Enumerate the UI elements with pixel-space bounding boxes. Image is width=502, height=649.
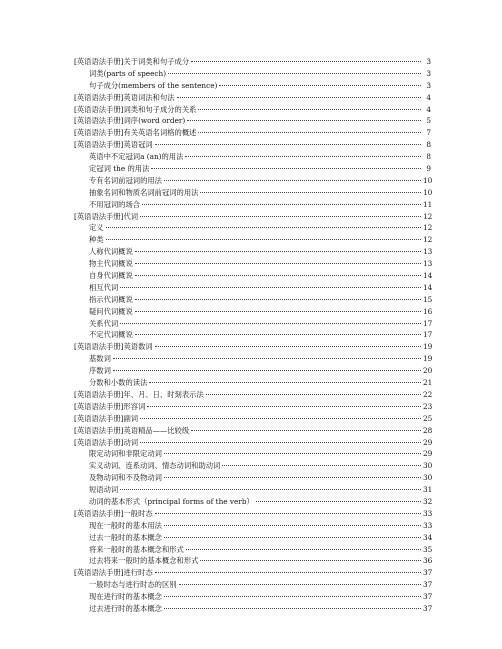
toc-page-number: 8: [426, 152, 431, 162]
toc-page-number: 3: [426, 57, 431, 66]
toc-entry-title: 分数和小数的读法: [89, 378, 148, 388]
toc-subentry[interactable]: [74, 306, 431, 318]
toc-entry-title: 相互代词: [89, 282, 119, 292]
toc-entry[interactable]: [74, 56, 431, 68]
dot-leader: [219, 85, 421, 86]
toc-entry-title: 基数词: [89, 354, 111, 364]
toc-page-number: 37: [423, 592, 433, 602]
toc-entry-title: 将来一般时的基本概念和形式: [89, 544, 184, 554]
toc-subentry[interactable]: [74, 448, 431, 460]
toc-page-number: 21: [423, 378, 433, 388]
toc-page-number: 13: [423, 247, 433, 257]
toc-subentry[interactable]: [74, 234, 431, 246]
toc-entry[interactable]: [74, 437, 431, 449]
toc-page-number: 19: [423, 342, 433, 352]
toc-page-number: 7: [426, 128, 431, 138]
toc-subentry[interactable]: [74, 472, 431, 484]
toc-entry-title: 不定代词概说: [89, 330, 133, 340]
toc-entry-title: 疑问代词概说: [89, 306, 133, 316]
toc-subentry[interactable]: [74, 318, 431, 330]
dot-leader: [164, 180, 421, 181]
toc-page-number: 14: [423, 271, 433, 281]
toc-subentry[interactable]: [74, 222, 431, 234]
toc-entry-title: 过去进行时的基本概念: [89, 603, 162, 613]
toc-entry-title: 限定动词和非限定动词: [89, 449, 162, 459]
dot-leader: [222, 465, 421, 466]
toc-entry[interactable]: [74, 341, 431, 353]
toc-page-number: 12: [423, 211, 433, 221]
toc-page-number: 32: [423, 496, 433, 506]
toc-entry-title: 及物动词和不及物动词: [89, 473, 162, 483]
toc-page-number: 29: [423, 449, 433, 459]
toc-entry-title: 一般时态与进行时态的区别: [89, 580, 177, 590]
toc-subentry[interactable]: [74, 579, 431, 591]
toc-subentry[interactable]: [74, 329, 431, 341]
toc-entry-title: 指示代词概说: [89, 294, 133, 304]
toc-subentry[interactable]: [74, 68, 431, 80]
toc-entry[interactable]: [74, 567, 431, 579]
dot-leader: [200, 560, 421, 561]
toc-page-number: 12: [423, 223, 433, 233]
toc-page-number: 12: [423, 235, 433, 245]
dot-leader: [120, 287, 421, 288]
toc-entry-title: 过去一般时的基本概念: [89, 532, 162, 542]
toc-entry-title: 过去将来一般时的基本概念和形式: [89, 556, 199, 566]
toc-subentry[interactable]: [74, 282, 431, 294]
dot-leader: [140, 216, 421, 217]
toc-entry-title: 不用冠词的场合: [89, 199, 141, 209]
toc-subentry[interactable]: [74, 246, 431, 258]
dot-leader: [185, 156, 421, 157]
toc-page-number: 3: [426, 80, 431, 90]
toc-entry-title: 定冠词 the 的用法: [89, 164, 150, 174]
toc-subentry[interactable]: [74, 460, 431, 472]
toc-entry-title: [英语语法手册]年、月、日、时刻表示法: [74, 389, 204, 399]
dot-leader: [149, 382, 421, 383]
toc-page-number: 17: [423, 318, 433, 328]
dot-leader: [120, 489, 421, 490]
toc-page-number: 23: [423, 401, 433, 411]
toc-entry-title: [英语语法手册]英语冠词: [74, 140, 153, 150]
toc-subentry[interactable]: [74, 199, 431, 211]
toc-entry-title: 现在一般时的基本用法: [89, 520, 162, 530]
dot-leader: [113, 358, 421, 359]
dot-leader: [135, 334, 421, 335]
toc-subentry[interactable]: [74, 151, 431, 163]
dot-leader: [142, 204, 421, 205]
dot-leader: [256, 501, 421, 502]
dot-leader: [147, 406, 421, 407]
dot-leader: [106, 227, 421, 228]
dot-leader: [120, 323, 421, 324]
dot-leader: [168, 73, 421, 74]
toc-page-number: 36: [423, 556, 433, 566]
toc-page-number: 34: [423, 532, 433, 542]
toc-entry[interactable]: [74, 508, 431, 520]
dot-leader: [186, 549, 421, 550]
toc-entry-title: [英语语法手册]关于词类和句子成分: [74, 57, 190, 66]
dot-leader: [140, 418, 421, 419]
dot-leader: [177, 97, 421, 98]
toc-entry-title: 英语中不定冠词a (an)的用法: [89, 152, 184, 162]
toc-page-number: 8: [426, 140, 431, 150]
toc-page-number: 33: [423, 508, 433, 518]
toc-subentry[interactable]: [74, 591, 431, 603]
toc-entry-title: [英语语法手册]英语数词: [74, 342, 153, 352]
toc-page-number: 4: [426, 104, 431, 114]
toc-subentry[interactable]: [74, 353, 431, 365]
toc-entry-title: 动词的基本形式（principal forms of the verb）: [89, 496, 254, 506]
toc-subentry[interactable]: [74, 187, 431, 199]
toc-entry-title: [英语语法手册]形容词: [74, 401, 146, 411]
toc-entry[interactable]: [74, 389, 431, 401]
toc-subentry[interactable]: [74, 163, 431, 175]
toc-entry-title: [英语语法手册]进行时态: [74, 568, 153, 578]
toc-entry-title: 句子成分(members of the sentence): [89, 80, 218, 90]
dot-leader: [106, 239, 421, 240]
toc-page-number: 15: [423, 294, 433, 304]
toc-subentry[interactable]: [74, 175, 431, 187]
toc-page-number: 30: [423, 461, 433, 471]
toc-entry-title: 词类(parts of speech): [89, 68, 167, 78]
toc-subentry[interactable]: [74, 603, 431, 615]
toc-entry-title: 现在进行时的基本概念: [89, 592, 162, 602]
toc-subentry[interactable]: [74, 555, 431, 567]
toc-subentry[interactable]: [74, 484, 431, 496]
toc-entry-title: 定义: [89, 223, 104, 233]
toc-page-number: 28: [423, 425, 433, 435]
toc-entry[interactable]: [74, 211, 431, 223]
dot-leader: [140, 442, 421, 443]
toc-page-number: 30: [423, 473, 433, 483]
toc-entry-title: 关系代词: [89, 318, 119, 328]
toc-entry[interactable]: [74, 413, 431, 425]
dot-leader: [198, 132, 421, 133]
dot-leader: [164, 453, 421, 454]
toc-subentry[interactable]: [74, 294, 431, 306]
toc-subentry[interactable]: [74, 258, 431, 270]
toc-entry-title: 短语动词: [89, 485, 119, 495]
toc-entry-title: [英语语法手册]有关英语名词格的概述: [74, 128, 197, 138]
toc-page-number: 19: [423, 354, 433, 364]
toc-page-number: 5: [426, 116, 431, 126]
toc-page-number: 35: [423, 544, 433, 554]
toc-entry[interactable]: [74, 127, 431, 139]
dot-leader: [155, 513, 421, 514]
toc-entry[interactable]: [74, 425, 431, 437]
toc-page-number: 10: [423, 187, 433, 197]
toc-page-number: 37: [423, 568, 433, 578]
toc-page-number: 3: [426, 68, 431, 78]
toc-subentry[interactable]: [74, 520, 431, 532]
dot-leader: [155, 572, 421, 573]
toc-entry-title: [英语语法手册]副词: [74, 413, 139, 423]
dot-leader: [164, 525, 421, 526]
toc-subentry[interactable]: [74, 544, 431, 556]
dot-leader: [191, 61, 421, 62]
toc-page-number: 17: [423, 330, 433, 340]
toc-page-number: 13: [423, 259, 433, 269]
toc-entry-title: 自身代词概说: [89, 271, 133, 281]
toc-page-number: 25: [423, 413, 433, 423]
toc-entry-title: [英语语法手册]词类和句子成分的关系: [74, 104, 197, 114]
toc-subentry[interactable]: [74, 365, 431, 377]
dot-leader: [179, 584, 421, 585]
toc-entry-title: 专有名词前冠词的用法: [89, 175, 162, 185]
toc-entry-title: 物主代词概说: [89, 259, 133, 269]
toc-entry-title: 种类: [89, 235, 104, 245]
dot-leader: [164, 596, 421, 597]
toc-page-number: 33: [423, 520, 433, 530]
toc-entry[interactable]: [74, 139, 431, 151]
toc-page-number: 16: [423, 306, 433, 316]
dot-leader: [135, 311, 421, 312]
toc-page-number: 11: [423, 199, 433, 209]
dot-leader: [198, 109, 421, 110]
dot-leader: [113, 370, 421, 371]
toc-entry-title: 抽象名词和物质名词前冠词的用法: [89, 187, 199, 197]
toc-entry-title: 序数词: [89, 366, 111, 376]
dot-leader: [155, 144, 421, 145]
dot-leader: [135, 299, 421, 300]
dot-leader: [164, 608, 421, 609]
toc-page-number: 14: [423, 282, 433, 292]
toc-subentry[interactable]: [74, 532, 431, 544]
dot-leader: [200, 192, 421, 193]
toc-entry[interactable]: [74, 92, 431, 104]
toc-subentry[interactable]: [74, 496, 431, 508]
toc-entry-title: [英语语法手册]英语精品——比较级: [74, 425, 190, 435]
toc-entry-title: [英语语法手册]代词: [74, 211, 139, 221]
dot-leader: [135, 263, 421, 264]
toc-entry[interactable]: [74, 104, 431, 116]
toc-page-number: 37: [423, 603, 433, 613]
toc-subentry[interactable]: [74, 80, 431, 92]
toc-page-number: 4: [426, 92, 431, 102]
dot-leader: [151, 168, 421, 169]
dot-leader: [155, 346, 421, 347]
dot-leader: [164, 477, 421, 478]
toc-page-number: 10: [423, 175, 433, 185]
toc-page-number: 9: [426, 164, 431, 174]
dot-leader: [135, 275, 421, 276]
toc-page-number: 37: [423, 580, 433, 590]
dot-leader: [191, 430, 421, 431]
dot-leader: [187, 120, 421, 121]
toc-page-number: 29: [423, 437, 433, 447]
toc-subentry[interactable]: [74, 270, 431, 282]
dot-leader: [206, 394, 421, 395]
dot-leader: [164, 537, 421, 538]
toc-subentry[interactable]: [74, 377, 431, 389]
table-of-contents: [74, 56, 431, 615]
toc-entry[interactable]: [74, 401, 431, 413]
toc-entry[interactable]: [74, 115, 431, 127]
toc-entry-title: [英语语法手册]动词: [74, 437, 139, 447]
toc-entry-title: 实义动词、连系动词、情态动词和助动词: [89, 461, 221, 471]
toc-entry-title: [英语语法手册]一般时态: [74, 508, 153, 518]
toc-entry-title: [英语语法手册]词序(word order): [74, 116, 186, 126]
toc-entry-title: [英语语法手册]英语词法和句法: [74, 92, 175, 102]
toc-page-number: 22: [423, 389, 433, 399]
toc-page-number: 20: [423, 366, 433, 376]
toc-entry-title: 人称代词概说: [89, 247, 133, 257]
dot-leader: [135, 251, 421, 252]
toc-page-number: 31: [423, 485, 433, 495]
